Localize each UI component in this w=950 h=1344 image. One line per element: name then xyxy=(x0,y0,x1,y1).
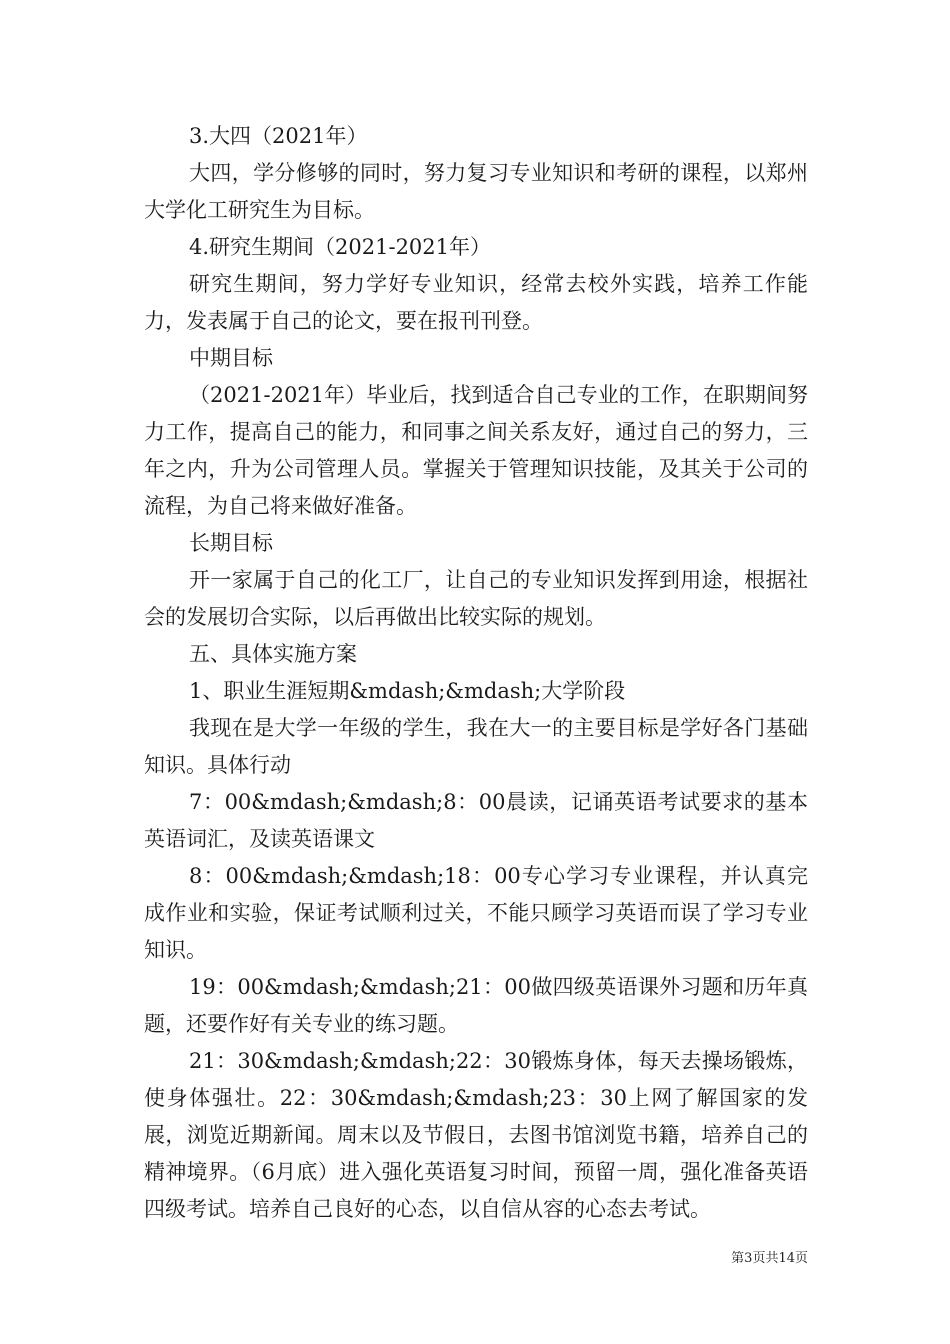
paragraph-graduate-period: 研究生期间，努力学好专业知识，经常去校外实践，培养工作能力，发表属于自己的论文，要在报刊刊登。 xyxy=(144,272,808,333)
paragraph-mid-term-goal: （2021-2021年）毕业后，找到适合自己专业的工作，在职期间努力工作，提高自己的能力，和同事之间关系友好，通过自己的努力，三年之内，升为公司管理人员。掌握关于管理知识技能，及其关于公司的流程，为自己将来做好准备。 xyxy=(144,383,808,518)
paragraph-senior-year: 大四，学分修够的同时，努力复习专业知识和考研的课程，以郑州大学化工研究生为目标。 xyxy=(144,161,808,222)
paragraph-schedule-day: 8：00&mdash;&mdash;18：00专心学习专业课程，并认真完成作业和实验，保证考试顺利过关，不能只顾学习英语而误了学习专业知识。 xyxy=(144,864,808,962)
heading-short-term-university: 1、职业生涯短期&mdash;&mdash;大学阶段 xyxy=(189,679,626,703)
paragraph-first-year-goal: 我现在是大学一年级的学生，我在大一的主要目标是学好各门基础知识。具体行动 xyxy=(144,716,808,777)
paragraph-long-term-goal: 开一家属于自己的化工厂，让自己的专业知识发挥到用途，根据社会的发展切合实际，以后再做出比较实际的规划。 xyxy=(144,568,808,629)
heading-implementation-plan: 五、具体实施方案 xyxy=(189,642,357,666)
heading-graduate-period: 4.研究生期间（2021-2021年） xyxy=(189,235,492,259)
paragraph-schedule-morning: 7：00&mdash;&mdash;8：00晨读，记诵英语考试要求的基本英语词汇，及读英语课文 xyxy=(144,790,808,851)
paragraph-schedule-night: 21：30&mdash;&mdash;22：30锻炼身体，每天去操场锻炼，使身体强壮。22：30&mdash;&mdash;23：30上网了解国家的发展，浏览近期新闻。周末以及节假日，去图书馆浏览书籍，培养自己的精神境界。（6月底）进入强化英语复习时间，预留一周，强化准备英语四级考试。培养自己良好的心态，以自信从容的心态去考试。 xyxy=(144,1049,808,1221)
heading-mid-term-goal: 中期目标 xyxy=(189,346,273,370)
document-body xyxy=(144,118,808,1228)
heading-senior-year: 3.大四（2021年） xyxy=(189,124,368,148)
heading-long-term-goal: 长期目标 xyxy=(189,531,273,555)
page-number: 第3页共14页 xyxy=(731,1251,808,1266)
paragraph-schedule-evening: 19：00&mdash;&mdash;21：00做四级英语课外习题和历年真题，还要作好有关专业的练习题。 xyxy=(144,975,808,1036)
